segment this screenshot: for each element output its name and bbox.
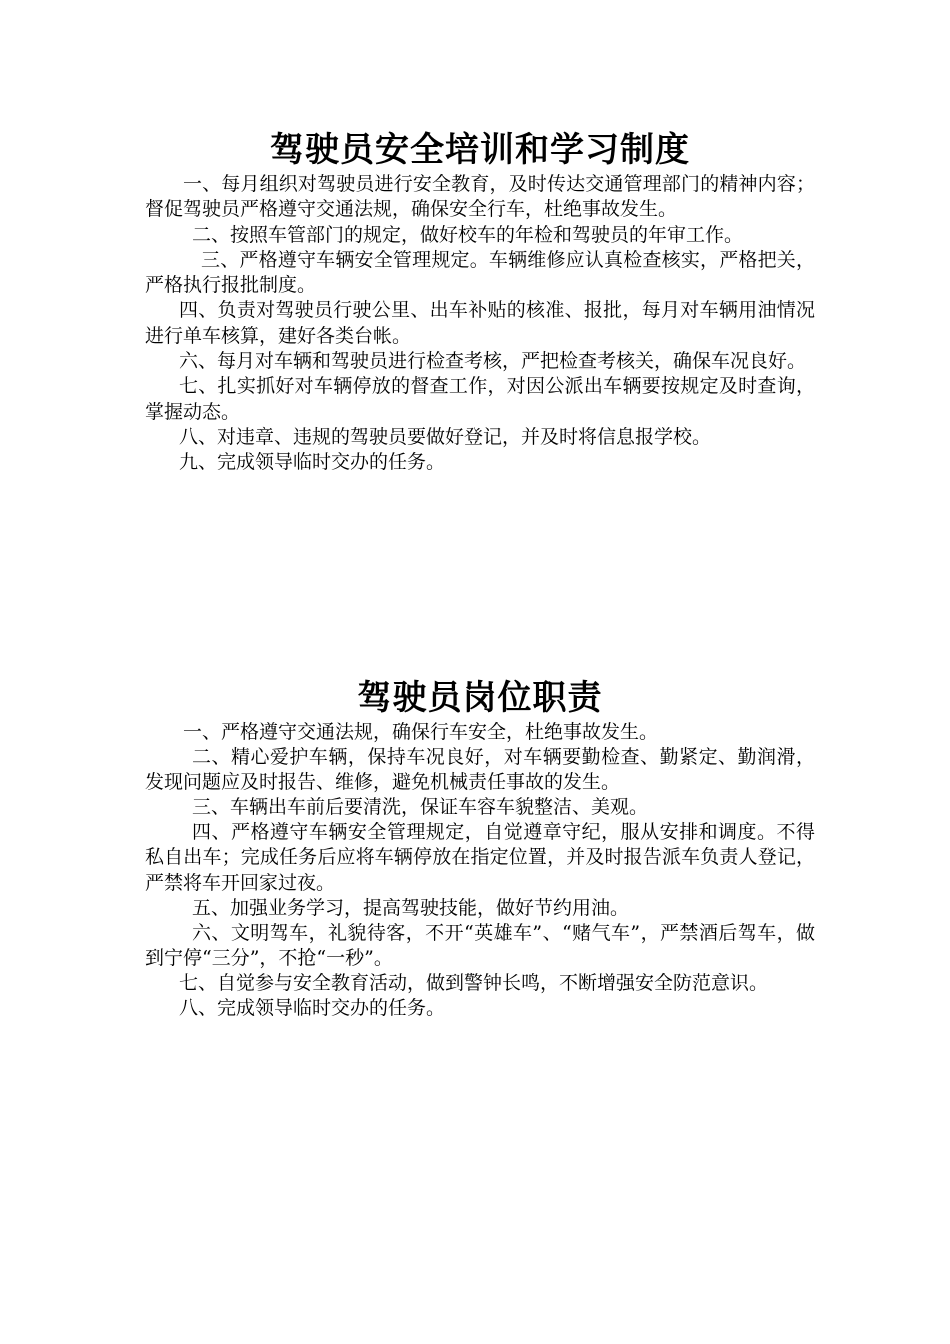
training-system-section — [145, 128, 815, 476]
paragraph: 八、完成领导临时交办的任务。 — [179, 997, 446, 1020]
paragraph: 六、文明驾车，礼貌待客，不开“英雄车”、“赌气车”，严禁酒后驾车，做到宁停“三分”，不抢“一秒”。 — [145, 921, 815, 969]
paragraph: 七、扎实抓好对车辆停放的督查工作，对因公派出车辆要按规定及时查询，掌握动态。 — [145, 375, 815, 423]
paragraph: 一、严格遵守交通法规，确保行车安全，杜绝事故发生。 — [183, 721, 659, 743]
job-duties-section — [145, 676, 815, 1021]
paragraph: 七、自觉参与安全教育活动，做到警钟长鸣，不断增强安全防范意识。 — [179, 971, 769, 994]
paragraph: 一、每月组织对驾驶员进行安全教育，及时传达交通管理部门的精神内容；督促驾驶员严格遵守交通法规，确保安全行车，杜绝事故发生。 — [145, 173, 815, 221]
paragraph: 二、精心爱护车辆，保持车况良好，对车辆要勤检查、勤紧定、勤润滑，发现问题应及时报告、维修，避免机械责任事故的发生。 — [145, 746, 815, 794]
paragraph: 九、完成领导临时交办的任务。 — [179, 451, 446, 474]
paragraph: 四、负责对驾驶员行驶公里、出车补贴的核准、报批，每月对车辆用油情况进行单车核算，建好各类台帐。 — [145, 299, 815, 347]
paragraph: 三、车辆出车前后要清洗，保证车容车貌整洁、美观。 — [192, 796, 649, 819]
section-title: 驾驶员安全培训和学习制度 — [270, 130, 690, 170]
paragraph: 三、严格遵守车辆安全管理规定。车辆维修应认真检查核实，严格把关，严格执行报批制度。 — [145, 248, 815, 297]
paragraph: 八、对违章、违规的驾驶员要做好登记，并及时将信息报学校。 — [179, 425, 712, 448]
paragraph: 二、按照车管部门的规定，做好校车的年检和驾驶员的年审工作。 — [192, 223, 744, 246]
section-title: 驾驶员岗位职责 — [357, 678, 603, 718]
paragraph: 六、每月对车辆和驾驶员进行检查考核，严把检查考核关，确保车况良好。 — [179, 350, 807, 373]
paragraph: 四、严格遵守车辆安全管理规定，自觉遵章守纪，服从安排和调度。不得私自出车；完成任务后应将车辆停放在指定位置，并及时报告派车负责人登记，严禁将车开回家过夜。 — [145, 821, 815, 894]
paragraph: 五、加强业务学习，提高驾驶技能，做好节约用油。 — [192, 896, 630, 919]
